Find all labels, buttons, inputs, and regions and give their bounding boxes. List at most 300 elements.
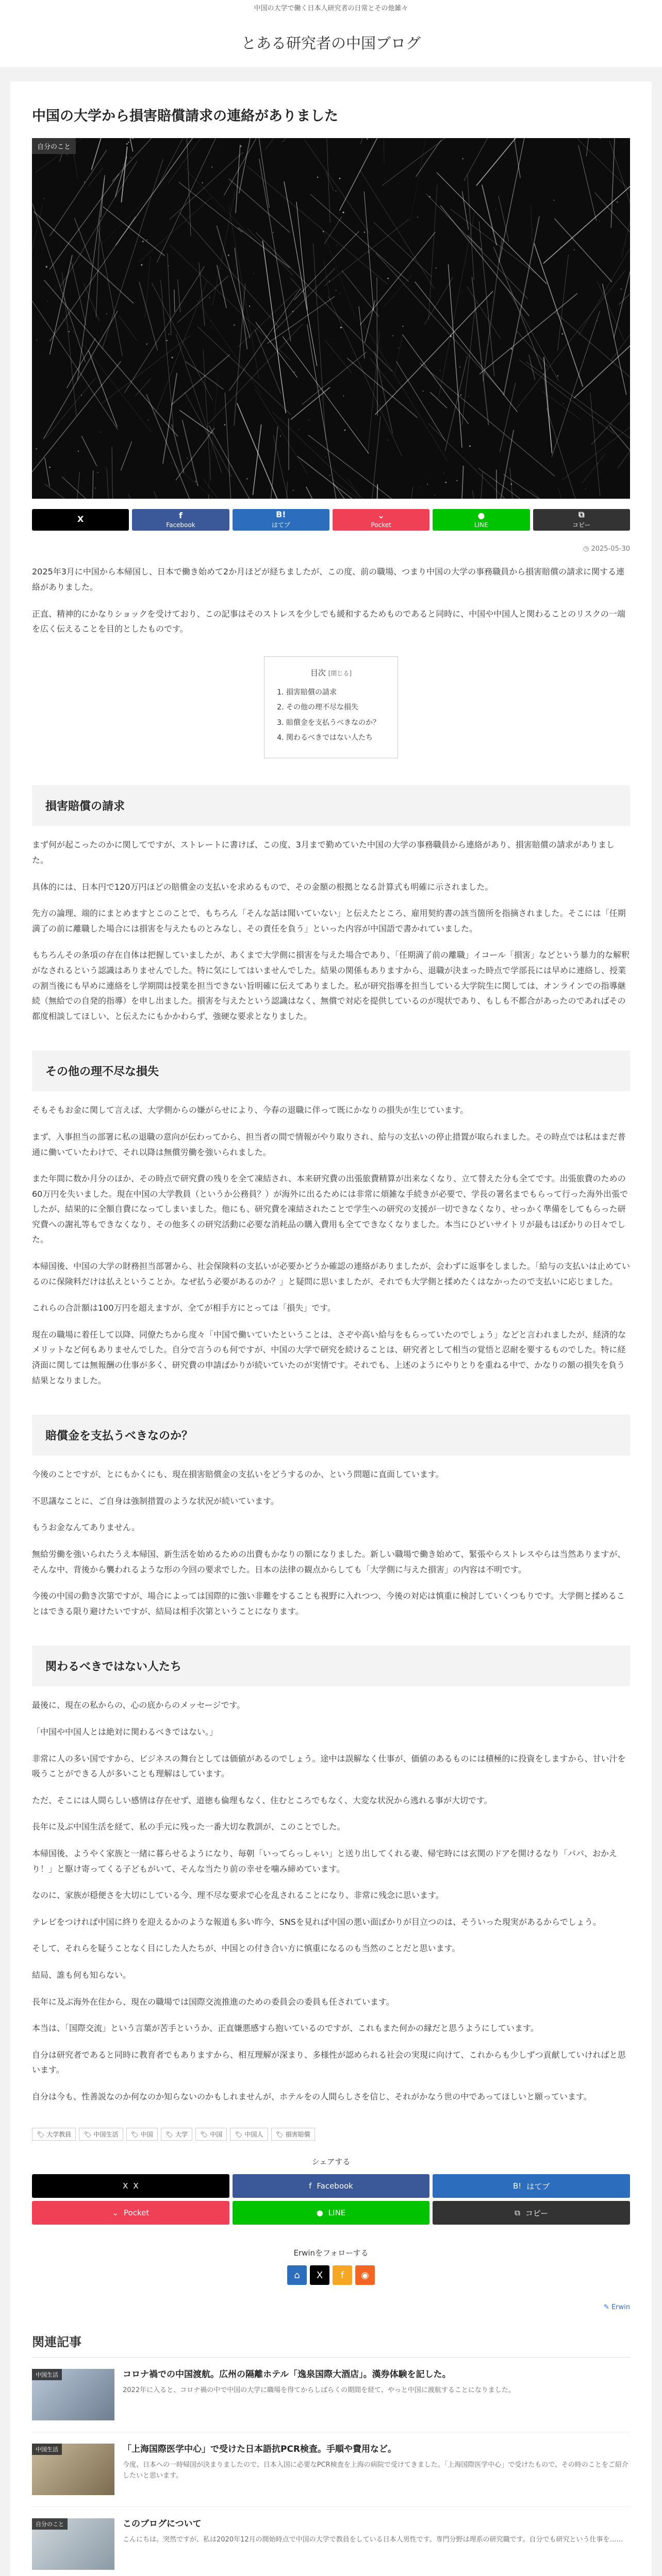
- share-line-big-label: LINE: [328, 2208, 346, 2218]
- share-x-icon: X: [77, 514, 84, 524]
- scratch-line: [578, 145, 597, 221]
- dust-dot: [49, 467, 51, 468]
- dust-dot: [392, 335, 393, 336]
- scratch-line: [237, 403, 315, 499]
- scratch-line: [597, 281, 624, 341]
- dust-dot: [554, 200, 555, 201]
- scratch-line: [145, 257, 150, 318]
- scratch-line: [43, 311, 118, 439]
- scratch-line: [103, 207, 165, 256]
- share-line-big-button[interactable]: [233, 2201, 430, 2225]
- scratch-line: [255, 138, 269, 208]
- section-heading: 賠償金を支払うべきなのか？: [32, 1415, 630, 1455]
- scratch-line: [464, 138, 531, 181]
- scratch-line: [392, 487, 413, 499]
- scratch-line: [32, 204, 86, 363]
- site-tagline: 中国の大学で働く日本人研究者の日常とその他雑々: [0, 0, 662, 18]
- scratch-line: [403, 335, 469, 425]
- share-pocket-label: Pocket: [371, 521, 391, 529]
- paragraph: これらの合計額は100万円を超えますが、全てが相手方にとっては「損失」です。: [32, 1303, 336, 1313]
- dust-dot: [46, 266, 47, 268]
- dust-dot: [142, 241, 144, 243]
- scratch-line: [266, 138, 292, 149]
- scratch-line: [91, 138, 113, 170]
- related-body: [123, 2369, 515, 2420]
- tag-label: 中国生活: [93, 2131, 119, 2139]
- scratch-line: [32, 301, 118, 430]
- paragraph: 具体的には、日本円で120万円ほどの賠償金の支払いを求めるもので、その金額の根拠となる計算式も明確に示されました。: [32, 882, 493, 892]
- section-heading: 損害賠償の請求: [32, 785, 630, 826]
- share-hatena-big-label: はてブ: [526, 2181, 550, 2191]
- scratch-line: [139, 197, 212, 262]
- scratch-line: [174, 290, 175, 312]
- follow-feedly-icon[interactable]: f: [333, 2265, 352, 2285]
- related-item[interactable]: [32, 2507, 630, 2576]
- dust-dot: [169, 334, 170, 335]
- scratch-line: [360, 232, 436, 325]
- scratch-line: [530, 490, 569, 499]
- share-pocket-big-label: Pocket: [124, 2208, 150, 2218]
- dust-dot: [402, 326, 403, 327]
- dust-dot: [597, 320, 598, 321]
- scratch-line: [296, 202, 307, 310]
- scratch-line: [155, 281, 207, 415]
- dust-dot: [336, 290, 337, 291]
- tag-link[interactable]: [230, 2128, 268, 2141]
- scratch-line: [281, 482, 287, 499]
- scratch-line: [574, 334, 630, 398]
- dust-dot: [599, 221, 600, 222]
- dust-dot: [329, 475, 330, 476]
- paragraph: 2025年3月に中国から本帰国し、日本で働き始めて2か月ほどが経ちましたが、この度、前の職場、つまり中国の大学の事務職員から損害賠償の請求に関する連絡がありました。: [32, 567, 625, 592]
- share-copy-button[interactable]: [533, 509, 630, 531]
- share-buttons-top: [32, 509, 630, 531]
- scratch-line: [340, 138, 429, 211]
- dust-dot: [468, 396, 469, 397]
- scratch-line: [247, 229, 293, 276]
- sections: [32, 785, 630, 2104]
- dust-dot: [557, 376, 558, 377]
- dust-dot: [369, 252, 370, 253]
- dust-dot: [228, 255, 229, 256]
- scratch-line: [273, 435, 295, 499]
- scratch-line: [326, 172, 334, 191]
- scratch-line: [503, 496, 519, 499]
- scratch-line: [611, 138, 617, 228]
- scratch-line: [458, 466, 464, 499]
- dust-dot: [168, 265, 169, 266]
- related-title: 関連記事: [32, 2332, 630, 2358]
- share-line-button[interactable]: [433, 509, 529, 531]
- dust-dot: [560, 247, 561, 248]
- scratch-line: [587, 138, 602, 156]
- scratch-line: [132, 138, 277, 139]
- dust-dot: [598, 423, 599, 424]
- paragraph: 今後の中国の動き次第ですが、場合によっては国際的に強い非難をすることも視野に入れつつ、今後の対応は慎重に検討していくつもりです。大学側と揉めることはできる限り避けたいですが、結局は相手次第ということになります。: [32, 1591, 625, 1616]
- scratch-line: [88, 168, 103, 187]
- share-title: シェアする: [311, 2157, 351, 2167]
- scratch-line: [496, 470, 497, 499]
- dust-dot: [195, 481, 196, 482]
- scratch-line: [203, 350, 211, 481]
- dust-dot: [253, 273, 254, 274]
- scratch-line: [154, 492, 209, 499]
- follow-home-icon[interactable]: ⌂: [287, 2265, 307, 2285]
- paragraph: 長年に及ぶ海外在住から、現在の職場では国際交流推進のための委員会の委員も任されています。: [32, 1996, 394, 2007]
- scratch-line: [171, 355, 230, 405]
- share-hatena-icon: B!: [276, 510, 286, 520]
- scratch-line: [363, 324, 449, 463]
- scratch-line: [60, 162, 137, 287]
- scratch-line: [170, 245, 290, 361]
- share-line-big-icon: ●: [316, 2208, 323, 2218]
- scratch-line: [158, 138, 229, 187]
- tag-icon: 🏷: [130, 2130, 139, 2138]
- scratch-line: [499, 138, 525, 263]
- scratch-line: [562, 423, 630, 480]
- related-list: [32, 2358, 630, 2576]
- scratch-line: [297, 456, 420, 499]
- scratch-line: [555, 312, 630, 397]
- scratch-line: [552, 311, 600, 457]
- related-thumbnail: [32, 2518, 114, 2570]
- dust-dot: [450, 336, 452, 337]
- tag-label: 大学: [175, 2131, 188, 2139]
- scratch-line: [396, 362, 445, 441]
- scratch-line: [234, 284, 245, 426]
- scratch-line: [179, 182, 242, 232]
- scratch-line: [577, 139, 631, 229]
- dust-dot: [419, 487, 420, 488]
- dust-dot: [84, 182, 85, 183]
- share-facebook-icon: f: [179, 510, 183, 520]
- scratch-line: [324, 217, 342, 244]
- dust-dot: [130, 158, 131, 159]
- scratch-line: [610, 427, 631, 499]
- scratch-line: [44, 280, 178, 437]
- dust-dot: [69, 331, 70, 332]
- paragraph: 無給労働を強いられたうえ本帰国、新生活を始めるための出費もかなりの額になりました。新しい職場で働き始めて、緊張やらストレスやらは当然ありますが、そんな中、背後から襲われるような形の今回の要求でした。日本の法律の観点からしても「大学側に与えた損害」の内容は不明です。: [32, 1549, 626, 1574]
- scratch-line: [253, 425, 261, 495]
- dust-dot: [469, 446, 471, 447]
- related-thumbnail: [32, 2444, 114, 2495]
- dust-dot: [78, 451, 79, 452]
- scratch-line: [437, 173, 547, 284]
- tag-link[interactable]: [271, 2128, 315, 2141]
- scratch-line: [77, 178, 104, 380]
- intro: [32, 564, 630, 636]
- scratch-line: [256, 323, 297, 378]
- dust-dot: [126, 143, 128, 145]
- tag-label: 中国人: [244, 2131, 263, 2139]
- paragraph: そもそもお金に関して言えば、大学側からの嫌がらせにより、今春の退職に伴って既にかなりの損失が生じています。: [32, 1105, 469, 1115]
- dust-dot: [429, 196, 431, 198]
- share-copy-label: コピー: [572, 521, 591, 529]
- category-label[interactable]: 自分のこと: [32, 138, 76, 154]
- dust-dot: [273, 232, 274, 233]
- scratch-line: [112, 447, 113, 499]
- paragraph: そして、それらを疑うことなく目にした人たちが、中国との付き合い方に慎重になるのも当然のことだと思います。: [32, 1943, 460, 1954]
- scratch-line: [308, 435, 439, 499]
- scratch-line: [503, 474, 622, 499]
- scratch-line: [90, 470, 93, 499]
- scratch-line: [526, 362, 630, 476]
- share-copy-big-icon: ⧉: [515, 2208, 520, 2218]
- share-pocket-big-icon: ⌄: [112, 2208, 119, 2218]
- tag-list: [32, 2128, 630, 2141]
- scratch-line: [34, 212, 134, 303]
- scratch-line: [74, 472, 79, 499]
- dust-dot: [367, 139, 368, 140]
- scratch-line: [46, 378, 95, 438]
- share-hatena-label: はてブ: [271, 521, 290, 529]
- scratch-line: [176, 334, 222, 473]
- toc-item[interactable]: 2. その他の理不尽な損失: [286, 700, 385, 715]
- scratch-line: [619, 288, 630, 305]
- dust-dot: [398, 348, 399, 349]
- toc-toggle[interactable]: [閉じる]: [328, 669, 352, 677]
- share-hatena-big-button[interactable]: [433, 2174, 630, 2198]
- related-category: 中国生活: [32, 2444, 62, 2455]
- scratch-line: [374, 223, 432, 277]
- tag-link[interactable]: [195, 2128, 227, 2141]
- dust-dot: [232, 190, 233, 191]
- dust-dot: [292, 489, 294, 491]
- scratch-line: [614, 201, 630, 338]
- scratch-line: [499, 196, 509, 242]
- scratch-line: [347, 359, 418, 418]
- clock-icon: ◷: [583, 545, 591, 553]
- dust-dot: [134, 458, 135, 459]
- dust-dot: [146, 240, 147, 241]
- scratch-line: [420, 363, 555, 476]
- follow-title: Erwinをフォローする: [293, 2248, 369, 2258]
- tag-label: 損害賠償: [285, 2131, 310, 2139]
- share-copy-big-label: コピー: [525, 2208, 549, 2218]
- scratch-line: [531, 204, 533, 256]
- scratch-line: [368, 332, 379, 453]
- dust-dot: [317, 177, 318, 178]
- tag-label: 大学教員: [46, 2131, 72, 2139]
- dust-dot: [343, 396, 344, 397]
- scratch-line: [430, 393, 447, 409]
- share-pocket-icon: ⌄: [377, 510, 385, 520]
- dust-dot: [617, 201, 618, 203]
- dust-dot: [340, 327, 342, 329]
- scratch-line: [283, 138, 370, 142]
- dust-dot: [246, 478, 248, 480]
- share-copy-icon: ⧉: [578, 510, 585, 520]
- follow-x-icon[interactable]: X: [310, 2265, 329, 2285]
- scratch-line: [81, 436, 96, 466]
- share-x-button[interactable]: [32, 509, 129, 531]
- dust-dot: [101, 432, 102, 433]
- dust-dot: [40, 456, 41, 457]
- dust-dot: [292, 311, 294, 313]
- scratch-line: [517, 271, 625, 409]
- scratch-line: [305, 140, 370, 234]
- scratch-line: [426, 194, 527, 299]
- related-item[interactable]: [32, 2358, 630, 2432]
- author-link[interactable]: ✎ Erwin: [603, 2303, 630, 2312]
- dust-dot: [234, 325, 235, 326]
- related-body: [123, 2518, 623, 2570]
- share-x-big-button[interactable]: [32, 2174, 229, 2198]
- section-heading: その他の理不尽な損失: [32, 1050, 630, 1091]
- scratch-line: [582, 454, 605, 483]
- share-pocket-button[interactable]: [333, 509, 429, 531]
- scratch-line: [519, 360, 615, 434]
- dust-dot: [427, 484, 428, 485]
- paragraph: 正直、精神的にかなりショックを受けており、この記事はそのストレスを少しでも緩和するためものであると同時に、中国や中国人と関わることのリスクの一端を広く伝えることを目的としたものです。: [32, 608, 625, 634]
- paragraph: 自分は研究者であると同時に教育者でもありますから、相互理解が深まり、多様性が認められる社会の実現に向けて、これからも少しずつ貢献していければと思います。: [32, 2049, 626, 2075]
- paragraph: まず何が起こったのかに関してですが、ストレートに書けば、この度、3月まで勤めていた中国の大学の事務職員から連絡があり、損害賠償の請求がありました。: [32, 840, 615, 865]
- dust-dot: [106, 313, 107, 314]
- tag-link[interactable]: [79, 2128, 123, 2141]
- scratch-line: [476, 138, 522, 185]
- dust-dot: [36, 448, 37, 450]
- scratch-line: [179, 213, 279, 328]
- dust-dot: [280, 436, 281, 437]
- dust-dot: [81, 395, 82, 396]
- follow-rss-icon[interactable]: ◉: [355, 2265, 375, 2285]
- dust-dot: [128, 142, 129, 143]
- toc-item[interactable]: 1. 損害賠償の請求: [286, 685, 385, 700]
- dust-dot: [435, 495, 436, 496]
- scratch-line: [121, 442, 131, 470]
- share-x-big-icon: X: [123, 2181, 128, 2191]
- dust-dot: [339, 293, 340, 294]
- dust-dot: [166, 340, 168, 342]
- scratch-line: [157, 138, 221, 263]
- scratch-line: [119, 316, 137, 341]
- scratch-line: [209, 426, 250, 499]
- related-body: [123, 2444, 630, 2495]
- table-of-contents: [264, 656, 398, 759]
- scratch-line: [313, 244, 325, 440]
- article-card: [10, 81, 652, 2576]
- scratch-line: [322, 229, 355, 318]
- scratch-line: [62, 477, 209, 499]
- toc-item[interactable]: 3. 賠償金を支払うべきなのか？: [286, 716, 385, 731]
- scratch-line: [139, 282, 158, 350]
- scratch-line: [128, 495, 183, 499]
- tag-link[interactable]: [32, 2128, 76, 2141]
- tag-icon: 🏷: [275, 2130, 284, 2138]
- dust-dot: [209, 297, 210, 298]
- dust-dot: [146, 344, 148, 345]
- share-buttons-bottom: [32, 2174, 630, 2225]
- related-excerpt: こんにちは。突然ですが、私は2020年12月の開始時点で中国の大学で教員をしている日本人男性です。専門分野は理系の研究職です。自分でも研究という仕事を……: [123, 2536, 623, 2544]
- scratch-line: [529, 355, 535, 380]
- scratch-line: [256, 233, 392, 372]
- dust-dot: [249, 306, 250, 307]
- scratch-line: [255, 389, 307, 474]
- dust-dot: [224, 425, 226, 426]
- article-content: [32, 564, 630, 2104]
- scratch-line: [72, 262, 86, 326]
- dust-dot: [240, 146, 242, 147]
- paragraph: 長年に及ぶ中国生活を経て、私の手元に残った一番大切な教訓が、このことでした。: [32, 1822, 345, 1832]
- paragraph: ただ、そこには人間らしい感情は存在せず、道徳も倫理もなく、住むところでもなく、大変な状況から逃れる事が大切です。: [32, 1795, 492, 1805]
- dust-dot: [339, 178, 340, 179]
- share-hatena-button[interactable]: [233, 509, 329, 531]
- site-title-link[interactable]: とある研究者の中国ブログ: [241, 34, 421, 52]
- scratch-line: [267, 427, 278, 499]
- share-copy-big-button[interactable]: [433, 2201, 630, 2225]
- dust-dot: [562, 333, 564, 335]
- scratch-line: [225, 393, 234, 499]
- dust-dot: [461, 292, 462, 293]
- tag-link[interactable]: [161, 2128, 192, 2141]
- dust-dot: [141, 264, 142, 266]
- scratch-line: [217, 265, 226, 309]
- paragraph: 現在の職場に着任して以降、同僚たちから度々「中国で働いていたということは、さぞや高い給与をもらっていたのでしょう」などと言われましたが、経済的なメリットなど何もありませんでした。自分で言うのも何ですが、中国の大学で研究を続けることは、研究者として相当の覚悟と忍耐を要するものでした。特に経済面に関しては無報酬の仕事が多く、研究費の申請ばかりが続いていたのが実情です。それでも、上述のようにやりとりを重ねる中で、かなりの額の損失を負う結果となりました。: [32, 1329, 626, 1385]
- paragraph: 本帰国後、中国の大学の財務担当部署から、社会保険料の支払いが必要かどうか確認の連絡がありましたが、会わずに返事をしました。「給与の支払いは止めているのに保険料だけは払えということか。なぜ払う必要があるのか？」と疑問に思いましたが、それでも大学側と揉めたくはなかったので支払いに応じました。: [32, 1261, 631, 1286]
- dust-dot: [436, 268, 437, 269]
- dust-dot: [364, 232, 366, 233]
- paragraph: まず、入事担当の部署に私の退職の意向が伝わってから、担当者の間で情報がやり取りされ、給与の支払いの停止措置が取られました。その時点では私はまだ普通に働いていたわけで、それ以降は無償労働を強いられました。: [32, 1131, 626, 1157]
- share-facebook-big-button[interactable]: [233, 2174, 430, 2198]
- dust-dot: [621, 289, 622, 290]
- related-thumbnail: [32, 2369, 114, 2420]
- related-title-text: 「上海国際医学中心」で受けた日本語抗PCR検査。手順や費用など。: [123, 2444, 397, 2455]
- dust-dot: [511, 348, 512, 350]
- scratch-line: [236, 145, 240, 213]
- scratch-line: [472, 277, 488, 426]
- article-title: 中国の大学から損害賠償請求の連絡がありました: [32, 108, 338, 124]
- paragraph: 本当は、「国際交流」という言葉が苦手というか、正直嫌悪感すら抱いているのですが、これもまた何かの縁だと思うようにしています。: [32, 2023, 539, 2033]
- share-facebook-big-label: Facebook: [317, 2181, 353, 2191]
- scratch-line: [135, 379, 151, 396]
- scratch-line: [186, 362, 224, 389]
- related-item[interactable]: [32, 2432, 630, 2507]
- scratch-line: [618, 434, 630, 469]
- share-pocket-big-button[interactable]: [32, 2201, 229, 2225]
- toc-list: [277, 685, 385, 746]
- paragraph: 非常に人の多い国ですから、ビジネスの舞台としては価値があるのでしょう。途中は誤解なく仕事が、価値のあるものには積極的に投資をしますから、甘い汁を吸うことができる人が多いことも理解はしています。: [32, 1753, 626, 1779]
- tag-icon: 🏷: [37, 2130, 45, 2138]
- scratch-line: [229, 179, 290, 233]
- scratch-line: [428, 185, 437, 320]
- tag-link[interactable]: [126, 2128, 158, 2141]
- toc-item[interactable]: 4. 関わるべきではない人たち: [286, 731, 385, 745]
- dust-dot: [344, 430, 346, 431]
- dust-dot: [387, 278, 389, 279]
- tag-icon: 🏷: [235, 2130, 243, 2138]
- post-date: ◷ 2025-05-30: [583, 545, 630, 553]
- dust-dot: [417, 217, 418, 218]
- scratch-line: [428, 424, 545, 499]
- eyecatch-image: [32, 138, 630, 499]
- scratch-line: [294, 231, 359, 300]
- related-excerpt: 今度、日本への一時帰国が決まりましたので、日本入国に必要なPCR検査を上海の病院で受けてきました。「上海国際医学中心」で受けたもので、その時のことをご紹介したいと思います。: [123, 2461, 628, 2480]
- section-heading: 関わるべきではない人たち: [32, 1646, 630, 1686]
- scratch-line: [45, 484, 138, 499]
- share-hatena-big-icon: B!: [512, 2181, 522, 2191]
- scratch-line: [197, 300, 261, 394]
- share-x-big-label: X: [133, 2181, 139, 2191]
- paragraph: また年間に数か月分のほか、その時点で研究費の残りを全て凍結され、本来研究費の出張旅費精算が出来なくなり、立て替えた分も全てです。出張旅費のための60万円を失いました。現在中国の大学教員（というか公務員？）が海外に出るためには非常に煩雑な手続きが必要で、学長の署名までもらって行った海外出張でしたが、結果的に全額自費になってしまいました。他にも、研究費を凍結されたことで学生への研究の支援が一切できなくなり、せっかく準備をしてもらった研究費への謝礼等もできなくなり、その他多くの研究活動に必要な消耗品の購入費用も全てできなくなりました。本当にひどいサイトリが最もはぼかりの日々でした。: [32, 1174, 628, 1245]
- dust-dot: [172, 357, 173, 359]
- scratch-line: [348, 479, 368, 499]
- dust-dot: [323, 231, 324, 233]
- paragraph: 先方の論理、端的にまとめますとこのことで、もちろん「そんな話は聞いていない」と伝えたところ、雇用契約書の該当箇所を指摘されました。そこには「任期満了の前に離職した場合には損害を与えたものとみなし、その責任を負う」といった内容が中国語で書かれていました。: [32, 908, 626, 934]
- scratch-line: [325, 341, 352, 374]
- scratch-line: [121, 147, 127, 202]
- share-facebook-button[interactable]: [132, 509, 229, 531]
- scratch-line: [189, 173, 255, 241]
